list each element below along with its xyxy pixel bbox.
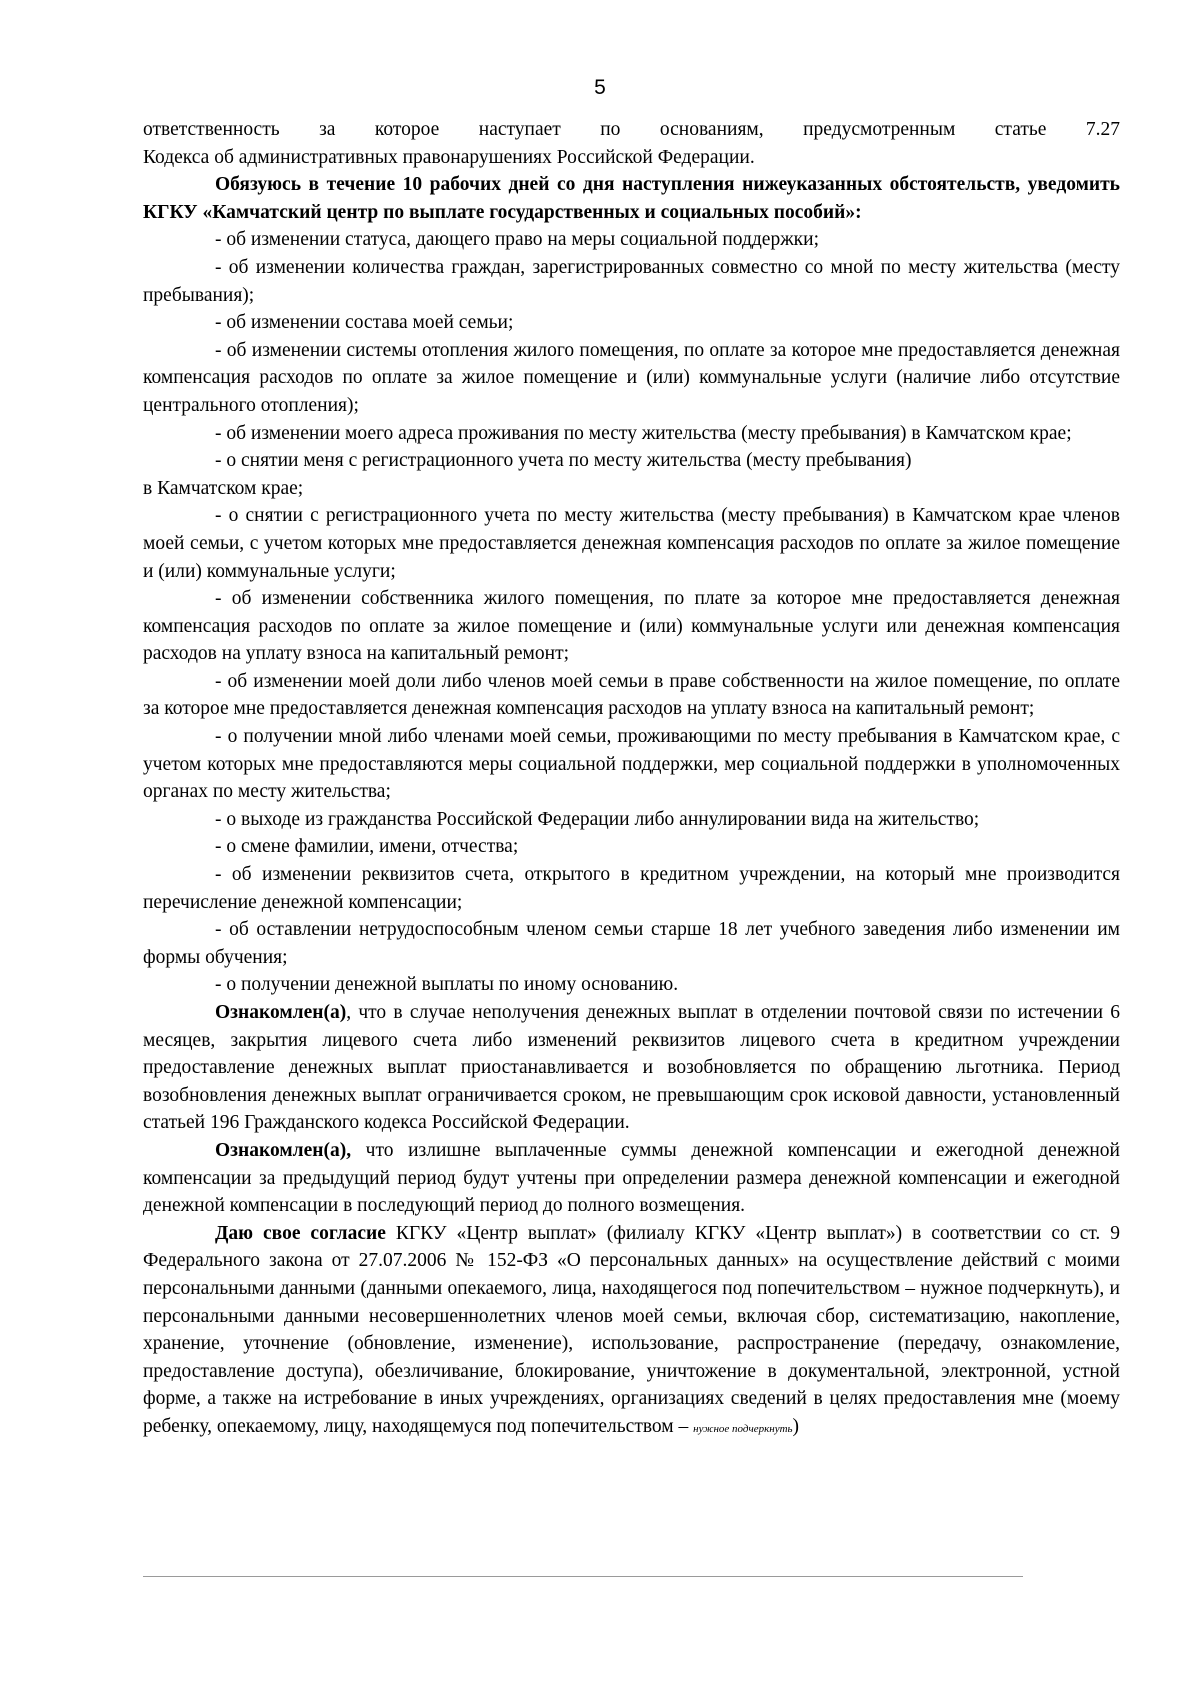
page-number: 5 xyxy=(594,76,606,99)
obligation-item: - об оставлении нетрудоспособным членом семьи старше 18 лет учебного заведения либо изменении им формы обучения; xyxy=(143,919,1120,968)
acknowledgement-lead: Ознакомлен(а) xyxy=(215,1002,347,1023)
obligation-item: - об изменении количества граждан, зарегистрированных совместно со мной по месту жительства (месту пребывания); xyxy=(143,256,1120,306)
acknowledgement-text: , что в случае неполучения денежных выплат в отделении почтовой связи по истечении 6 месяцев, закрытия лицевого счета либо изменений реквизитов лицевого счета в кредитном учреждении предоставление денежных выплат приостанавливается и возобновляется по обращению льготника. Период возобновления денежных выплат ограничивается сроком, не превышающим срок исковой давности, установленный статьей 196 Гражданского кодекса Российской Федерации. xyxy=(143,1002,1120,1134)
obligation-heading: Обязуюсь в течение 10 рабочих дней со дня наступления нижеуказанных обстоятельств, уведомить КГКУ «Камчатский центр по выплате государственных и социальных пособий»: xyxy=(143,174,1120,223)
acknowledgement-paragraph-1 xyxy=(143,999,1120,1137)
footer-divider xyxy=(143,1576,1023,1577)
intro-line-2: Кодекса об административных правонарушениях Российской Федерации. xyxy=(143,146,755,168)
obligation-item: - о получении денежной выплаты по иному основанию. xyxy=(215,974,679,996)
obligation-item: - о получении мной либо членами моей семьи, проживающими по месту пребывания в Камчатском крае, с учетом которых мне предоставляются меры социальной поддержки, мер социальной поддержки в уполномоченных органах по месту жительства; xyxy=(143,726,1120,803)
obligation-item: - об изменении моего адреса проживания по месту жительства (месту пребывания) в Камчатском крае; xyxy=(215,422,1072,444)
obligation-item: - об изменении реквизитов счета, открытого в кредитном учреждении, на который мне производится перечисление денежной компенсации; xyxy=(143,864,1120,913)
obligation-item: - о выходе из гражданства Российской Федерации либо аннулировании вида на жительство; xyxy=(215,808,980,830)
obligation-item: - о смене фамилии, имени, отчества; xyxy=(215,836,519,858)
obligation-item-registration-line-2: в Камчатском крае; xyxy=(143,477,304,499)
consent-note: нужное подчеркнуть xyxy=(693,1422,793,1435)
obligation-item: - об изменении моей доли либо членов моей семьи в праве собственности на жилое помещение, по оплате за которое мне предоставляется денежная компенсация расходов на уплату взноса на капитальный ремонт; xyxy=(143,670,1120,720)
consent-lead: Даю свое согласие xyxy=(215,1222,386,1244)
acknowledgement-paragraph-2 xyxy=(143,1137,1120,1220)
obligation-item: - об изменении собственника жилого помещения, по плате за которое мне предоставляется денежная компенсация расходов по оплате за жилое помещение и (или) коммунальные услуги или денежная компенсация расходов на уплату взноса на капитальный ремонт; xyxy=(143,588,1120,665)
consent-close: ) xyxy=(792,1415,800,1437)
acknowledgement-lead: Ознакомлен(а), xyxy=(215,1139,352,1161)
obligation-item: - об изменении состава моей семьи; xyxy=(215,312,514,334)
acknowledgement-text: что излишне выплаченные суммы денежной компенсации и ежегодной денежной компенсации за предыдущий период будут учтены при определении размера денежной компенсации и ежегодной денежной компенсации в последующий период до полного возмещения. xyxy=(143,1139,1120,1217)
consent-text: КГКУ «Центр выплат» (филиалу КГКУ «Центр выплат») в соответствии со ст. 9 Федерального закона от 27.07.2006 № 152-ФЗ «О персональных данных» на осуществление действий с моими персональными данными (данными опекаемого, лица, находящегося под попечительством – нужное подчеркнуть), и персональными данными несовершеннолетних членов моей семьи, включая сбор, систематизацию, накопление, хранение, уточнение (обновление, изменение), использование, распространение (передачу, ознакомление, предоставление доступа), обезличивание, блокирование, уничтожение в документальной, электронной, устной форме, а также на истребование в иных учреждениях, организациях сведений в целях предоставления мне (моему ребенку, опекаемому, лицу, находящемуся под попечительством – xyxy=(143,1222,1120,1437)
obligation-item: - о снятии с регистрационного учета по месту жительства (месту пребывания) в Камчатском крае членов моей семьи, с учетом которых мне предоставляется денежная компенсация расходов по оплате за жилое помещение и (или) коммунальные услуги; xyxy=(143,505,1120,582)
intro-line-1: ответственность за которое наступает по основаниям, предусмотренным статье 7.27 xyxy=(143,119,1120,140)
obligation-item: - об изменении системы отопления жилого помещения, по оплате за которое мне предоставляется денежная компенсация расходов по оплате за жилое помещение и (или) коммунальные услуги (наличие либо отсутствие центрального отопления); xyxy=(143,339,1120,416)
document-body xyxy=(143,116,1120,1444)
consent-paragraph xyxy=(143,1220,1120,1444)
obligation-item-registration-line-1: - о снятии меня с регистрационного учета по месту жительства (месту пребывания) xyxy=(215,450,912,472)
obligation-item: - об изменении статуса, дающего право на меры социальной поддержки; xyxy=(215,229,819,251)
